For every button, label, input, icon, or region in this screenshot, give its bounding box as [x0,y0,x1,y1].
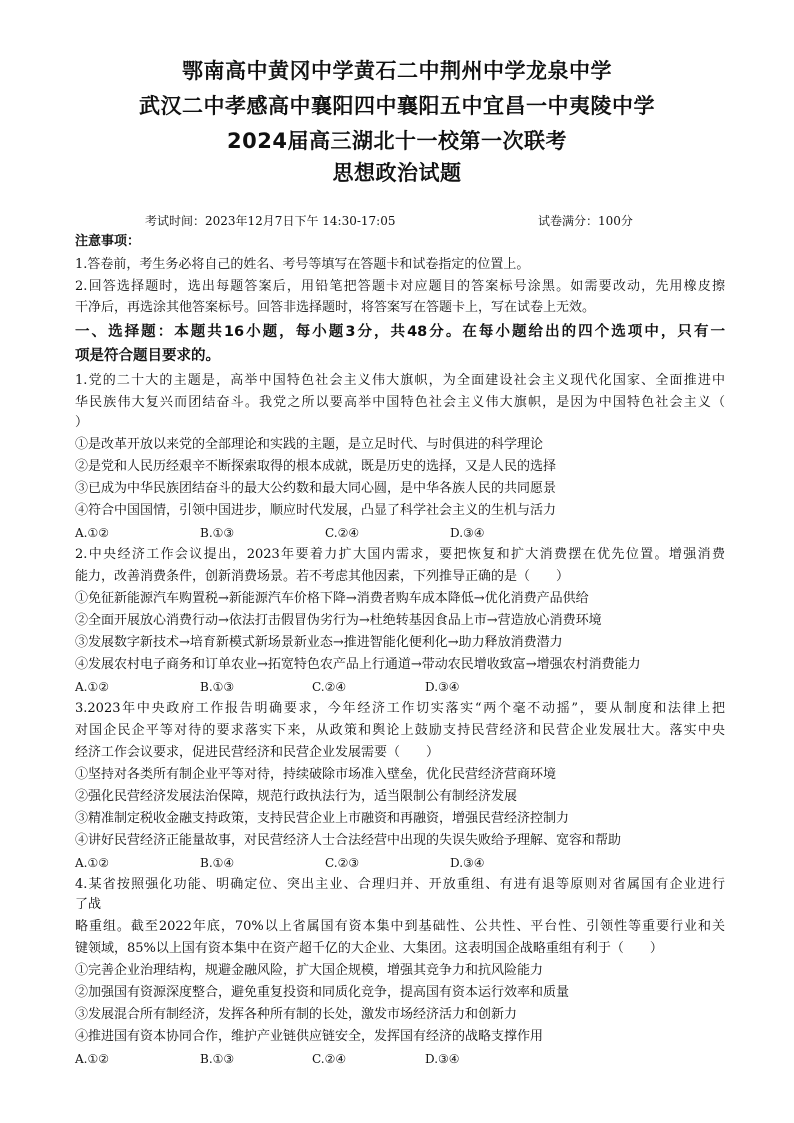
title-subject: 思想政治试题 [332,161,462,185]
q3-statement-3: ③精准制定税收金融支持政策，支持民营企业上市融资和再融资，增强民营经济控制力 [75,811,570,826]
q4-options [75,1050,725,1068]
q3-stem-line1: 3.2023年中央政府工作报告明确要求，今年经济工作切实落实“两个毫不动摇”，要从制度和法律上把 [75,701,725,716]
q1-statement-3: ③已成为中华民族团结奋斗的最大公约数和最大同心圆，是中华各族人民的共同愿景 [75,481,557,496]
q4-option-d[interactable]: D.③④ [425,1052,460,1066]
note-2-line1: 2.回答选择题时，选出每题答案后，用铅笔把答题卡对应题目的答案标号涂黑。如需要改动，先用橡皮擦 [75,279,725,294]
section-heading-line1: 一、选择题：本题共16小题，每小题3分，共48分。在每小题给出的四个选项中，只有一 [75,324,725,340]
q4-stem-line2: 了战 [75,897,102,912]
q2-statement-3: ③发展数字新技术→培育新模式新场景新业态→推进智能化便利化→助力释放消费潜力 [75,635,563,650]
q4-statement-2: ②加强国有资源深度整合，避免重复投资和同质化竞争，提高国有资本运行效率和质量 [75,985,570,1000]
title-schools-line2: 武汉二中孝感高中襄阳四中襄阳五中宜昌一中夷陵中学 [139,94,655,118]
q1-statement-4: ④符合中国国情，引领中国进步，顺应时代发展，凸显了科学社会主义的生机与活力 [75,503,557,518]
q3-statement-1: ①坚持对各类所有制企业平等对待，持续破除市场准入壁垒，优化民营经济营商环境 [75,767,557,782]
q3-options [75,854,725,872]
section-heading-line2: 项是符合题目要求的。 [75,348,220,364]
q4-stem-line4: 键领域，85%以上国有资本集中在资产超千亿的大企业、大集团。这表明国企战略重组有利于（ ） [75,941,663,956]
q1-option-c[interactable]: C.②④ [325,526,360,540]
q3-statement-2: ②强化民营经济发展法治保障，规范行政执法行为，适当限制公有制经济发展 [75,789,518,804]
q1-option-b[interactable]: B.①③ [200,526,235,540]
q2-statement-4: ④发展农村电子商务和订单农业→拓宽特色农产品上行通道→带动农民增收致富→增强农村消费能力 [75,657,641,672]
title-exam-name: 2024届高三湖北十一校第一次联考 [227,129,567,153]
q2-option-c[interactable]: C.②④ [312,680,347,694]
q4-statement-1: ①完善企业治理结构，规避金融风险，扩大国企规模，增强其竞争力和抗风险能力 [75,963,544,978]
q2-options [75,678,725,696]
q1-stem-line3: ） [75,415,89,430]
q4-stem-line3: 略重组。截至2022年底，70%以上省属国有资本集中到基础性、公共性、平台性、引领性等重要行业和关 [75,919,725,934]
q2-option-a[interactable]: A.①② [75,680,109,694]
full-score: 试卷满分：100分 [538,214,633,228]
q1-options [75,524,725,542]
q1-statement-2: ②是党和人民历经艰辛不断探索取得的根本成就，既是历史的选择，又是人民的选择 [75,459,557,474]
q3-option-d[interactable]: D.③④ [450,856,485,870]
q2-statement-1: ①免征新能源汽车购置税→新能源汽车价格下降→消费者购车成本降低→优化消费产品供给 [75,591,589,606]
q4-statement-4: ④推进国有资本协同合作，维护产业链供应链安全，发挥国有经济的战略支撑作用 [75,1029,544,1044]
note-2-line2: 干净后，再选涂其他答案标号。回答非选择题时，将答案写在答题卡上，写在试卷上无效。 [75,300,596,315]
exam-time: 考试时间：2023年12月7日下午 14:30-17:05 [145,214,396,228]
q2-statement-2: ②全面开展放心消费行动→依法打击假冒伪劣行为→杜绝转基因食品上市→营造放心消费环境 [75,613,602,628]
q1-option-a[interactable]: A.①② [75,526,109,540]
q2-option-b[interactable]: B.①③ [200,680,235,694]
q1-option-d[interactable]: D.③④ [450,526,485,540]
q2-stem-line2: 能力，改善消费条件，创新消费场景。若不考虑其他因素，下列推导正确的是（ ） [75,569,570,584]
notes-heading: 注意事项： [75,234,141,249]
title-schools-line1: 鄂南高中黄冈中学黄石二中荆州中学龙泉中学 [182,59,612,83]
q2-stem-line1: 2.中央经济工作会议提出，2023年要着力扩大国内需求，要把恢复和扩大消费摆在优先位置。增强消费 [75,547,725,562]
q3-option-c[interactable]: C.②③ [325,856,360,870]
q4-option-c[interactable]: C.②④ [312,1052,347,1066]
note-1: 1.答卷前，考生务必将自己的姓名、考号等填写在答题卡和试卷指定的位置上。 [75,257,530,272]
q3-stem-line3: 经济工作会议要求，促进民营经济和民营企业发展需要（ ） [75,745,440,760]
q4-statement-3: ③发展混合所有制经济，发挥各种所有制的长处，激发市场经济活力和创新力 [75,1007,518,1022]
q1-stem-line2: 华民族伟大复兴而团结奋斗。我党之所以要高举中国特色社会主义伟大旗帜，是因为中国特色社会主义（ [75,395,725,410]
q3-option-a[interactable]: A.①② [75,856,109,870]
q1-stem-line1: 1.党的二十大的主题是，高举中国特色社会主义伟大旗帜，为全面建设社会主义现代化国家、全面推进中 [75,373,725,388]
q3-statement-4: ④讲好民营经济正能量故事，对民营经济人士合法经营中出现的失误失败给予理解、宽容和帮助 [75,833,622,848]
q2-option-d[interactable]: D.③④ [425,680,460,694]
q4-stem-line1: 4.某省按照强化功能、明确定位、突出主业、合理归并、开放重组、有进有退等原则对省属国有企业进行 [75,877,725,892]
q4-option-b[interactable]: B.①③ [200,1052,235,1066]
q1-statement-1: ①是改革开放以来党的全部理论和实践的主题，是立足时代、与时俱进的科学理论 [75,437,544,452]
q4-option-a[interactable]: A.①② [75,1052,109,1066]
q3-option-b[interactable]: B.①④ [200,856,235,870]
q3-stem-line2: 对国企民企平等对待的要求落实下来，从政策和舆论上鼓励支持民营经济和民营企业发展壮大。落实中央 [75,723,725,738]
